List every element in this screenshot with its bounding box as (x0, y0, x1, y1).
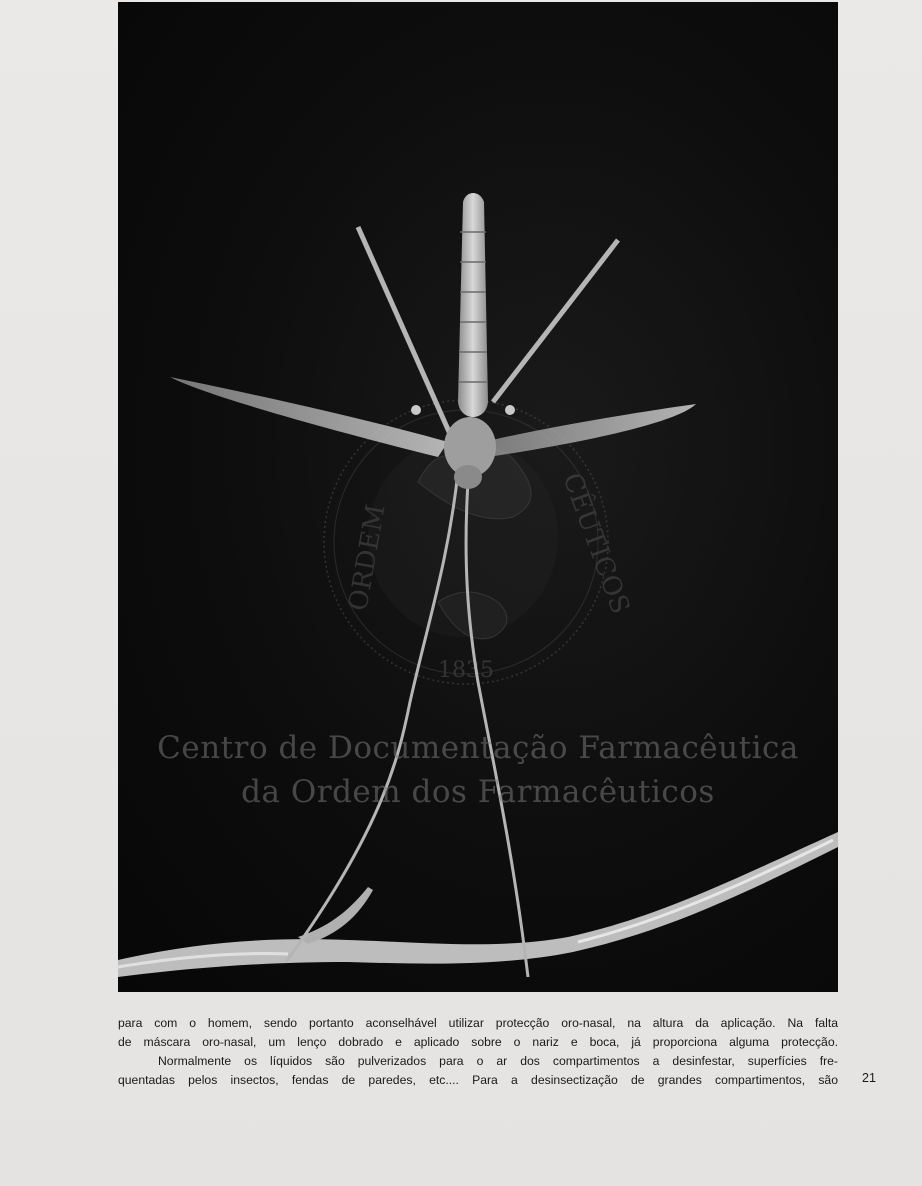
mosquito-photograph (118, 2, 838, 992)
body-line-4: quentadas pelos insectos, fendas de paredes, etc.... Para a desinsectização de grandes compartimentos, são (118, 1073, 838, 1087)
twig (118, 832, 838, 977)
seal-year: 1835 (438, 658, 494, 683)
mosquito-body (444, 193, 496, 489)
body-line-3: Normalmente os líquidos são pulverizados para o ar dos compartimentos a desinfestar, superfícies fre- (158, 1054, 838, 1068)
seal-text-left: ORDEM (343, 502, 392, 614)
body-text (118, 1014, 838, 1090)
watermark-line-2: da Ordem dos Farmacêuticos (241, 774, 715, 810)
watermark-line-1: Centro de Documentação Farmacêutica (157, 730, 799, 766)
body-line-1: para com o homem, sendo portanto aconselhável utilizar protecção oro-nasal, na altura da aplicação. Na falta (118, 1016, 838, 1030)
mosquito-wings (170, 377, 696, 457)
page-number: 21 (862, 1071, 876, 1085)
body-line-2: de máscara oro-nasal, um lenço dobrado e aplicado sobre o nariz e boca, já proporciona alguma protecção. (118, 1035, 838, 1049)
mosquito-illustration (118, 2, 838, 992)
seal-text-right: CÊUTICOS (556, 469, 636, 618)
